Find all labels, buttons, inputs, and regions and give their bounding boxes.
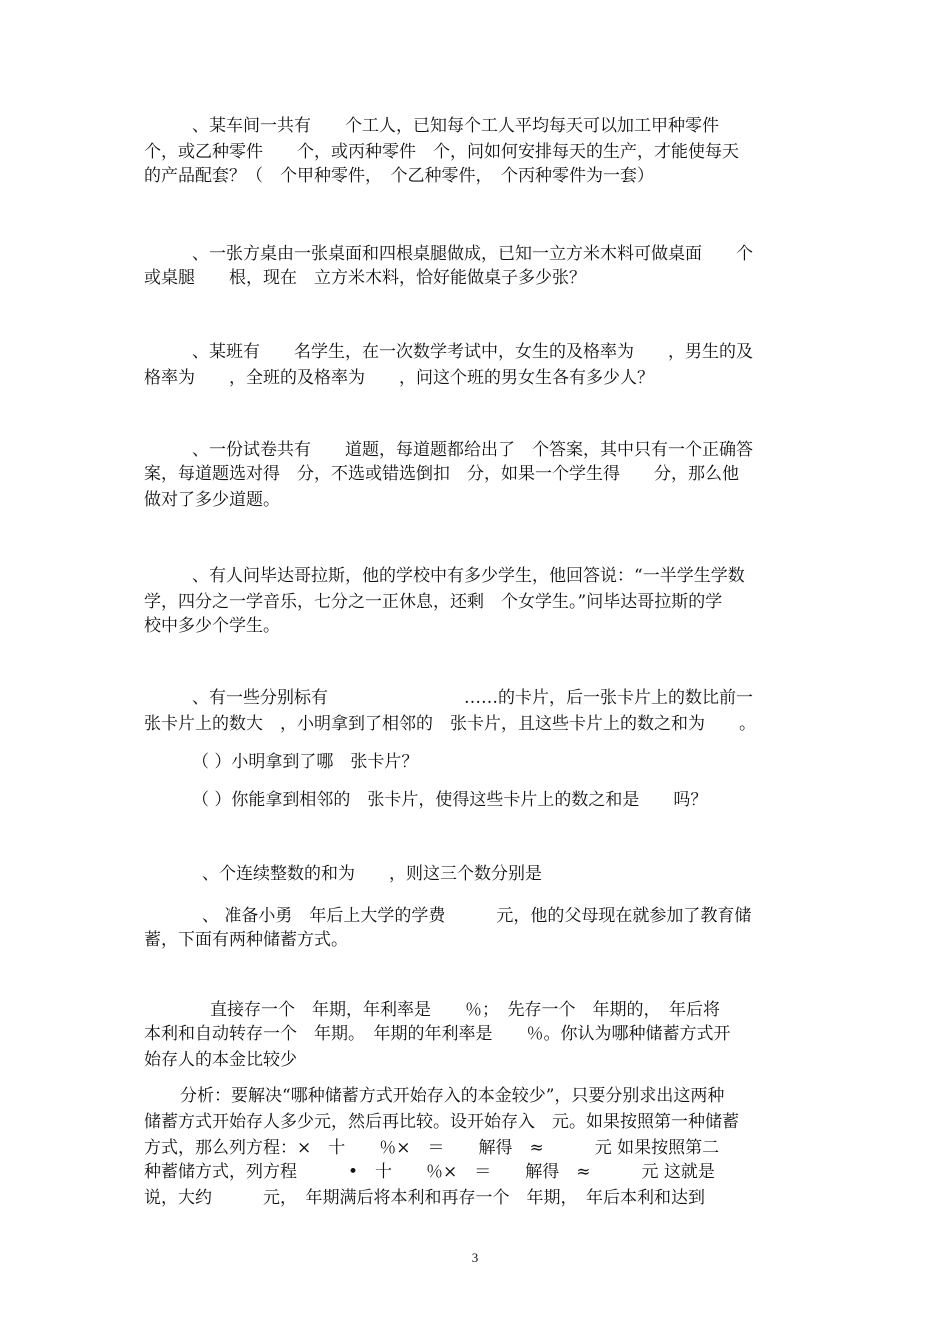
problem-7-line-1: 、个连续整数的和为 ，则这三个数分别是 — [202, 864, 542, 884]
analysis-line-2: 储蓄方式开始存人多少元，然后再比较。设开始存入 元。如果按照第一种储蓄 — [144, 1112, 739, 1132]
problem-4-line-2: 案，每道题选对得 分，不选或错选倒扣 分，如果一个学生得 分，那么他 — [144, 464, 739, 484]
problem-5-line-2: 学，四分之一学音乐，七分之一正休息，还剩 个女学生。”问毕达哥拉斯的学 — [144, 592, 723, 612]
problem-1-line-2: 个，或乙种零件 个，或丙种零件 个，问如何安排每天的生产，才能使每天 — [144, 142, 739, 162]
page-number: 3 — [471, 1250, 479, 1265]
problem-6-line-2: 张卡片上的数大 ，小明拿到了相邻的 张卡片，且这些卡片上的数之和为 。 — [144, 714, 756, 734]
problem-3-line-1: 、某班有 名学生，在一次数学考试中，女生的及格率为 ，男生的及 — [192, 342, 753, 362]
problem-6-question-1: （ ）小明拿到了哪 张卡片？ — [192, 752, 419, 772]
problem-1-line-3: 的产品配套？（ 个甲种零件， 个乙种零件， 个丙种零件为一套） — [144, 166, 654, 186]
problem-4-line-3: 做对了多少道题。 — [144, 490, 280, 510]
problem-6-line-1: 、有一些分别标有 ……的卡片，后一张卡片上的数比前一 — [192, 688, 753, 708]
problem-4-line-1: 、一份试卷共有 道题，每道题都给出了 个答案，其中只有一个正确答 — [192, 440, 753, 460]
problem-2-line-1: 、一张方桌由一张桌面和四根桌腿做成，已知一立方米木料可做桌面 个 — [192, 244, 753, 264]
problem-5-line-3: 校中多少个学生。 — [144, 616, 280, 636]
problem-8-line-1: 、 准备小勇 年后上大学的学费 元，他的父母现在就参加了教育储 — [202, 906, 752, 926]
problem-3-line-2: 格率为 ，全班的及格率为 ，问这个班的男女生各有多少人？ — [144, 368, 654, 388]
problem-9-line-3: 始存人的本金比较少 — [144, 1050, 297, 1070]
analysis-line-3: 方式，那么列方程：× 十 ％× ＝ 解得 ≈ 元 如果按照第二 — [144, 1138, 720, 1158]
problem-8-line-2: 蓄，下面有两种储蓄方式。 — [144, 930, 348, 950]
problem-9-line-1: 直接存一个 年期，年利率是 ％； 先存一个 年期的， 年后将 — [210, 1000, 720, 1020]
problem-5-line-1: 、有人问毕达哥拉斯，他的学校中有多少学生，他回答说：“一半学生学数 — [192, 566, 745, 586]
problem-6-question-2: （ ）你能拿到相邻的 张卡片，使得这些卡片上的数之和是 吗？ — [192, 790, 708, 810]
problem-1-line-1: 、某车间一共有 个工人，已知每个工人平均每天可以加工甲种零件 — [192, 116, 719, 136]
problem-9-line-2: 本利和自动转存一个 年期。 年期的年利率是 ％。你认为哪种储蓄方式开 — [144, 1024, 731, 1044]
analysis-line-5: 说，大约 元， 年期满后将本利和再存一个 年期， 年后本利和达到 — [144, 1188, 705, 1208]
problem-2-line-2: 或桌腿 根，现在 立方米木料，恰好能做桌子多少张？ — [144, 268, 586, 288]
analysis-line-1: 分析：要解决“哪种储蓄方式开始存入的本金较少”，只要分别求出这两种 — [180, 1086, 725, 1106]
analysis-line-4: 种蓄储方式，列方程 • 十 ％× ＝ 解得 ≈ 元 这就是 — [144, 1162, 715, 1182]
